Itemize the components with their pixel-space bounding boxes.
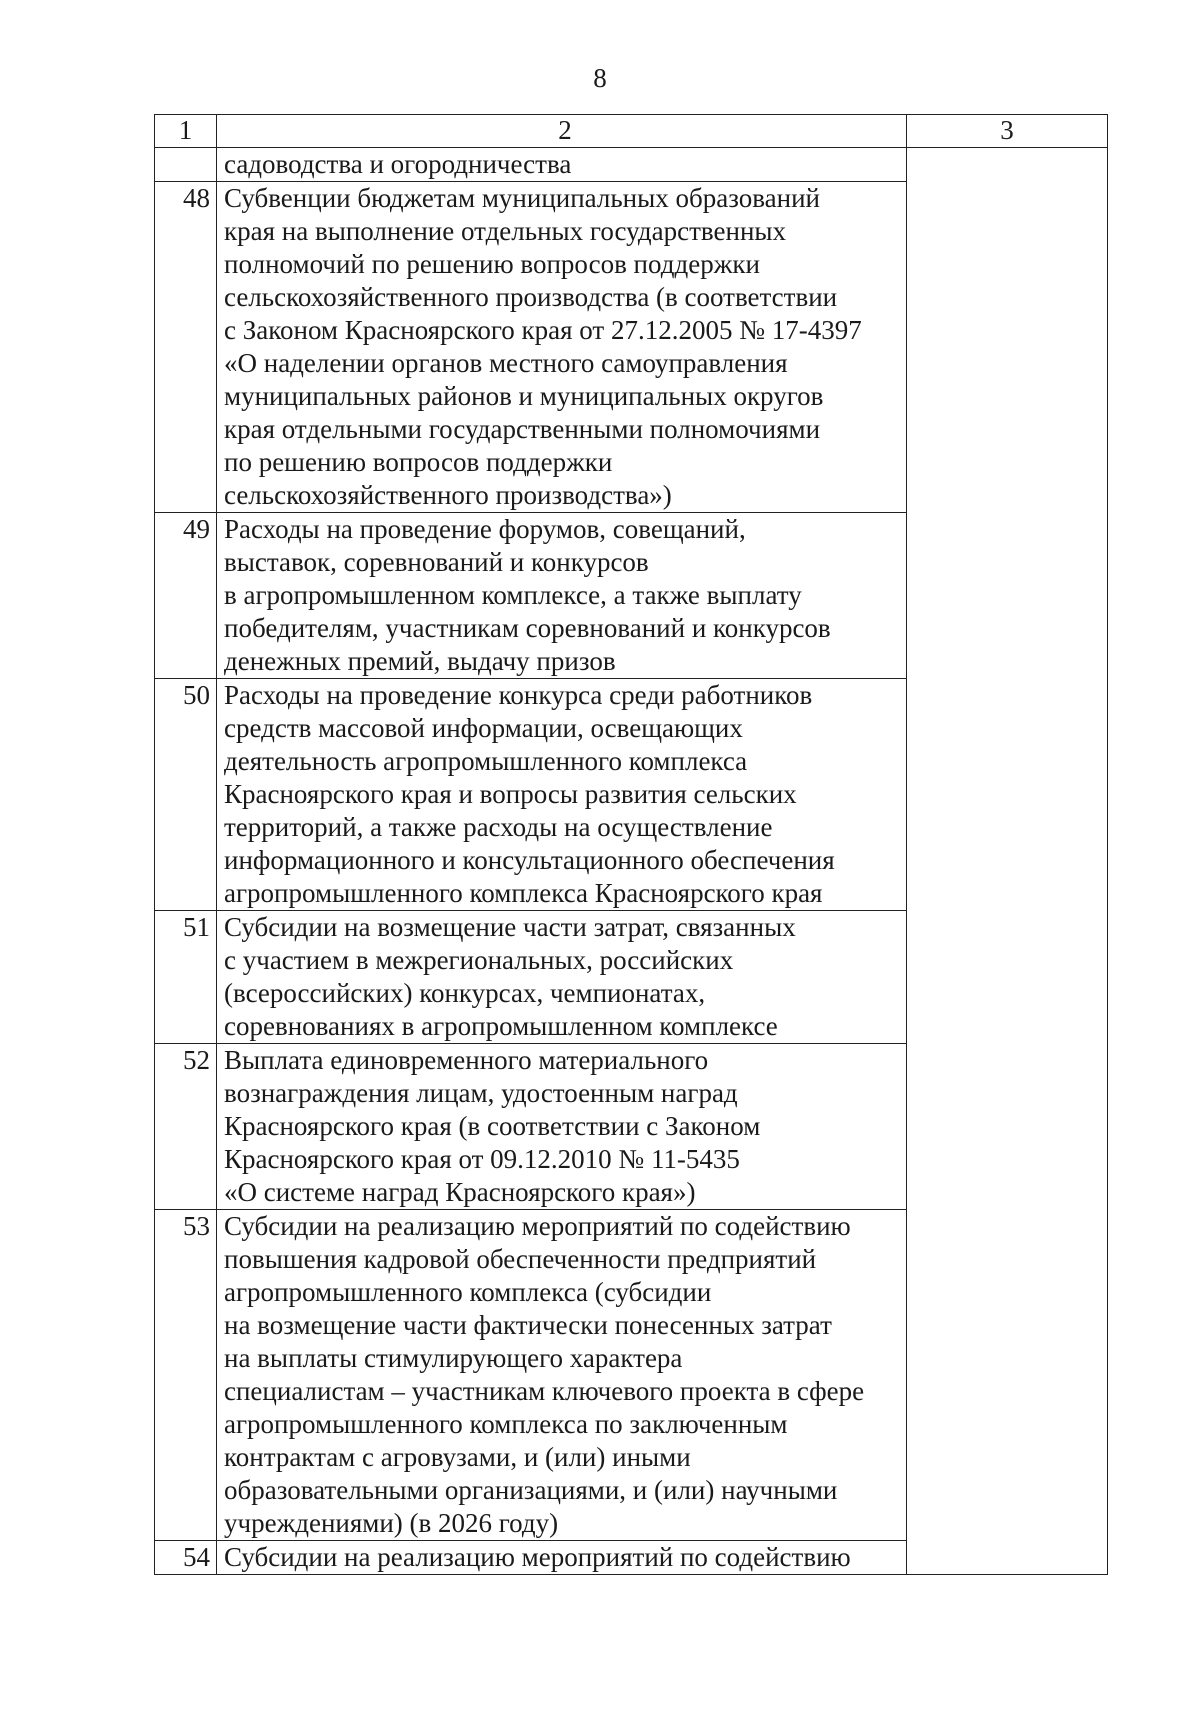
description-line: агропромышленного комплекса (субсидии: [224, 1277, 712, 1307]
row-number-cell: 52: [155, 1044, 217, 1210]
description-line: соревнованиях в агропромышленном комплексе: [224, 1011, 778, 1041]
description-line: Субсидии на возмещение части затрат, связанных: [224, 912, 796, 942]
description-line: по решению вопросов поддержки: [224, 447, 613, 477]
description-line: денежных премий, выдачу призов: [224, 646, 616, 676]
description-line: вознаграждения лицам, удостоенным наград: [224, 1078, 738, 1108]
description-line: специалистам – участникам ключевого проекта в сфере: [224, 1376, 865, 1406]
row-description-cell: [217, 148, 907, 182]
description-line: муниципальных районов и муниципальных округов: [224, 381, 824, 411]
description-line: на возмещение части фактически понесенных затрат: [224, 1310, 832, 1340]
document-table: [154, 114, 1108, 1575]
description-line: повышения кадровой обеспеченности предприятий: [224, 1244, 817, 1274]
row-description-cell: [217, 182, 907, 513]
description-line: выставок, соревнований и конкурсов: [224, 547, 649, 577]
description-line: образовательными организациями, и (или) научными: [224, 1475, 838, 1505]
row-description-cell: [217, 1541, 907, 1575]
row-number-cell: 51: [155, 911, 217, 1044]
description-line: средств массовой информации, освещающих: [224, 713, 743, 743]
description-line: агропромышленного комплекса по заключенным: [224, 1409, 788, 1439]
description-line: Субсидии на реализацию мероприятий по содействию: [224, 1211, 851, 1241]
row-number-cell: 50: [155, 679, 217, 911]
description-line: агропромышленного комплекса Красноярского края: [224, 878, 823, 908]
row-number-cell: 54: [155, 1541, 217, 1575]
description-line: Красноярского края и вопросы развития сельских: [224, 779, 797, 809]
row-number-cell: 49: [155, 513, 217, 679]
table-header-row: [155, 115, 1108, 148]
row-description-cell: [217, 1210, 907, 1541]
description-line: Красноярского края (в соответствии с Законом: [224, 1111, 761, 1141]
description-line: «О наделении органов местного самоуправления: [224, 348, 788, 378]
description-line: с участием в межрегиональных, российских: [224, 945, 734, 975]
description-line: победителям, участникам соревнований и конкурсов: [224, 613, 831, 643]
row-description-cell: [217, 679, 907, 911]
description-line: с Законом Красноярского края от 27.12.2005 № 17-4397: [224, 315, 862, 345]
description-line: края отдельными государственными полномочиями: [224, 414, 821, 444]
description-line: Выплата единовременного материального: [224, 1045, 709, 1075]
description-line: на выплаты стимулирующего характера: [224, 1343, 683, 1373]
description-line: информационного и консультационного обеспечения: [224, 845, 835, 875]
description-line: Расходы на проведение форумов, совещаний,: [224, 514, 746, 544]
row-description-cell: [217, 513, 907, 679]
header-cell-2: 2: [217, 115, 907, 148]
header-cell-1: 1: [155, 115, 217, 148]
row-description-cell: [217, 1044, 907, 1210]
header-cell-3: 3: [907, 115, 1108, 148]
page-number: 8: [593, 63, 607, 93]
description-line: контрактам с агровузами, и (или) иными: [224, 1442, 691, 1472]
row-number-cell: 48: [155, 182, 217, 513]
description-line: Красноярского края от 09.12.2010 № 11-5435: [224, 1144, 740, 1174]
description-line: деятельность агропромышленного комплекса: [224, 746, 748, 776]
description-line: полномочий по решению вопросов поддержки: [224, 249, 760, 279]
description-line: сельскохозяйственного производства (в соответствии: [224, 282, 838, 312]
description-line: Субсидии на реализацию мероприятий по содействию: [224, 1542, 851, 1572]
description-line: «О системе наград Красноярского края»): [224, 1177, 696, 1207]
description-line: садоводства и огородничества: [224, 149, 572, 179]
row-number-cell: [155, 148, 217, 182]
description-line: края на выполнение отдельных государственных: [224, 216, 787, 246]
description-line: учреждениями) (в 2026 году): [224, 1508, 559, 1538]
row-number-cell: 53: [155, 1210, 217, 1541]
table-row: [155, 148, 1108, 182]
row-description-cell: [217, 911, 907, 1044]
column-3-cell: [907, 148, 1108, 1575]
description-line: в агропромышленном комплексе, а также выплату: [224, 580, 802, 610]
description-line: (всероссийских) конкурсах, чемпионатах,: [224, 978, 706, 1008]
description-line: Расходы на проведение конкурса среди работников: [224, 680, 813, 710]
description-line: сельскохозяйственного производства»): [224, 480, 672, 510]
description-line: территорий, а также расходы на осуществление: [224, 812, 773, 842]
description-line: Субвенции бюджетам муниципальных образований: [224, 183, 820, 213]
